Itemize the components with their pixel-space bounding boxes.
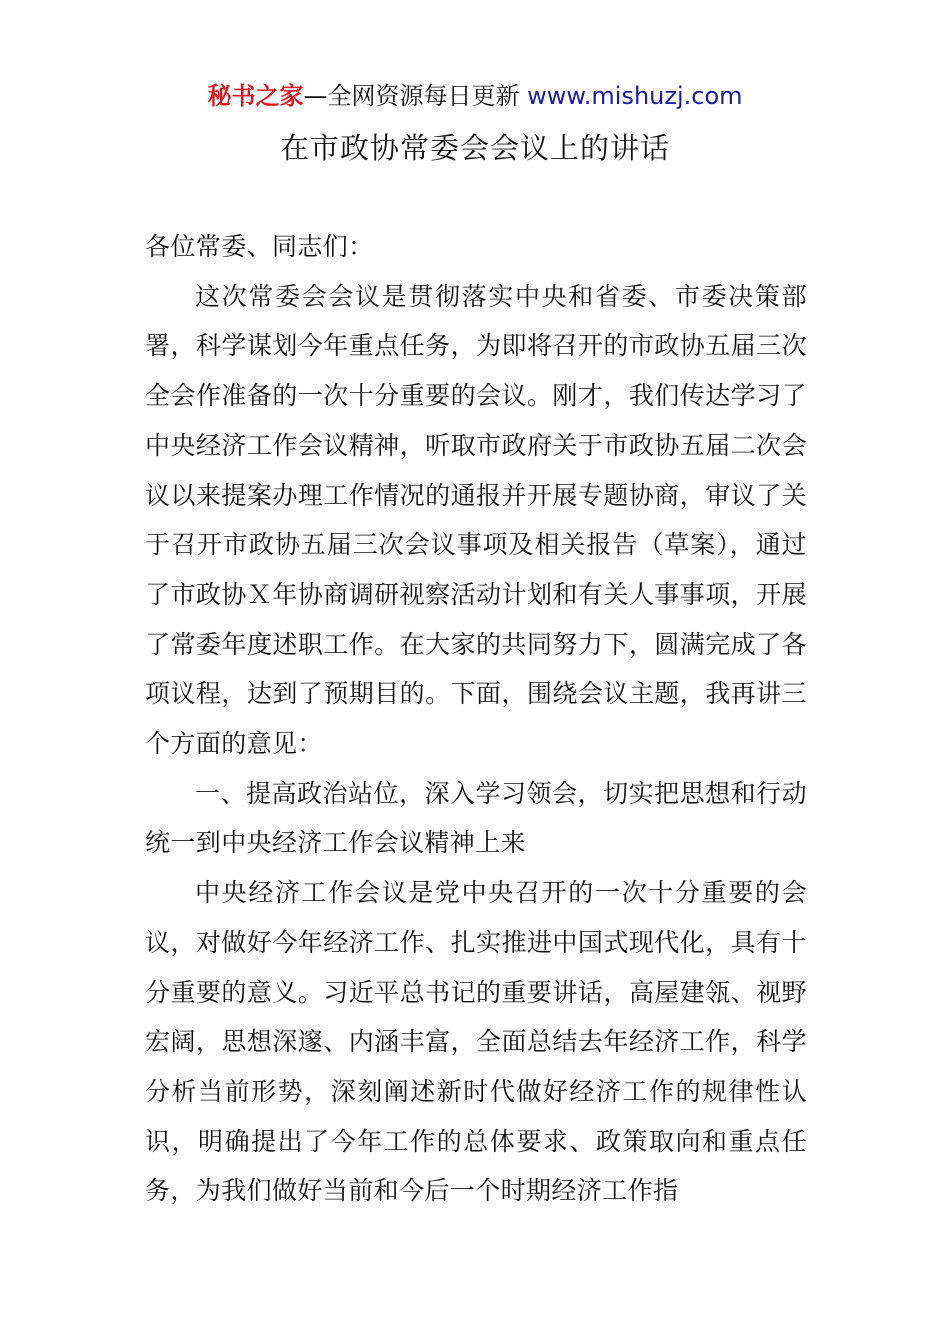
paragraph-section-1: 中央经济工作会议是党中央召开的一次十分重要的会议，对做好今年经济工作、扎实推进中国式现代化，具有十分重要的意义。习近平总书记的重要讲话，高屋建瓴、视野宏阔，思想深邃、内涵丰富，全面总结去年经济工作，科学分析当前形势，深刻阐述新时代做好经济工作的规律性认识，明确提出了今年工作的总体要求、政策取向和重点任务，为我们做好当前和今后一个时期经济工作指	[145, 878, 807, 1206]
banner-tagline: —全网资源每日更新	[303, 82, 520, 110]
document-title: 在市政协常委会会议上的讲话	[279, 131, 670, 165]
site-banner	[0, 78, 950, 114]
section-heading-1: 一、提高政治站位，深入学习领会，切实把思想和行动统一到中央经济工作会议精神上来	[145, 778, 807, 858]
salutation: 各位常委、同志们：	[145, 232, 374, 261]
brand-name: 秘书之家	[207, 82, 304, 110]
paragraph-intro: 这次常委会会议是贯彻落实中央和省委、市委决策部署，科学谋划今年重点任务，为即将召开的市政协五届三次全会作准备的一次十分重要的会议。刚才，我们传达学习了中央经济工作会议精神，听取市政府关于市政协五届二次会议以来提案办理工作情况的通报并开展专题协商，审议了关于召开市政协五届三次会议事项及相关报告（草案），通过了市政协Ｘ年协商调研视察活动计划和有关人事事项，开展了常委年度述职工作。在大家的共同努力下，圆满完成了各项议程，达到了预期目的。下面，围绕会议主题，我再讲三个方面的意见：	[145, 281, 807, 759]
site-url-link[interactable]: www.mishuzj.com	[527, 82, 743, 110]
document-body	[145, 222, 807, 1216]
